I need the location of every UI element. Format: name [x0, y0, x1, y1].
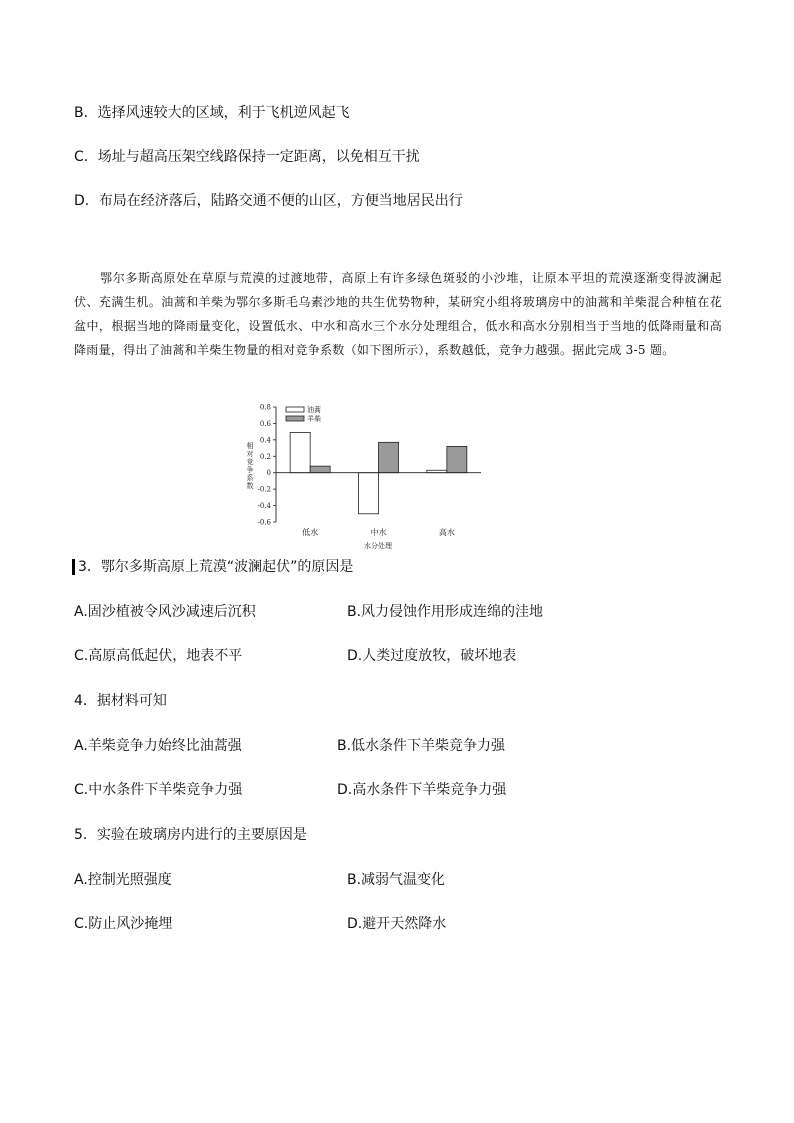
y-tick-label: 0.6 [259, 419, 271, 428]
x-category-label: 高水 [438, 528, 455, 537]
y-axis-label-char: 争 [246, 466, 254, 474]
competition-coefficient-chart [238, 398, 488, 554]
legend [286, 405, 321, 423]
q3-option-a: A.固沙植被令风沙减速后沉积 [74, 604, 256, 620]
q4-option-a: A.羊柴竞争力始终比油蒿强 [74, 738, 242, 754]
bar-yangchai [310, 466, 330, 473]
y-axis-label-char: 竞 [246, 458, 254, 466]
q5-option-a: A.控制光照强度 [74, 872, 172, 888]
y-tick-label: -0.6 [257, 518, 271, 527]
option-b-prev: B．选择风速较大的区域，利于飞机逆风起飞 [74, 105, 350, 121]
q3-stem: 3．鄂尔多斯高原上荒漠“波澜起伏”的原因是 [78, 559, 354, 575]
q4-option-d: D.高水条件下羊柴竞争力强 [337, 782, 507, 798]
bar-youhao [359, 473, 379, 514]
y-axis-label-char: 系 [246, 474, 254, 482]
x-category-label: 低水 [302, 528, 319, 537]
q3-option-d: D.人类过度放牧，破坏地表 [347, 648, 517, 664]
q4-option-b: B.低水条件下羊柴竞争力强 [337, 738, 506, 754]
bar-yangchai [379, 442, 399, 472]
chart-svg [238, 398, 488, 554]
x-category-label: 中水 [370, 528, 387, 537]
y-ticks [258, 404, 277, 527]
q5-option-d: D.避开天然降水 [347, 916, 447, 932]
bar-yangchai [447, 446, 467, 472]
q3-option-b: B.风力侵蚀作用形成连绵的洼地 [347, 604, 544, 620]
y-tick-label: -0.4 [257, 502, 271, 511]
option-c-prev: C．场址与超高压架空线路保持一定距离，以免相互干扰 [74, 149, 420, 165]
q5-option-c: C.防止风沙掩埋 [74, 916, 173, 932]
y-tick-label: 0.4 [259, 436, 271, 445]
y-axis-label-char: 对 [246, 450, 254, 458]
x-categories [302, 527, 455, 537]
q5-stem: 5．实验在玻璃房内进行的主要原因是 [74, 827, 307, 843]
reading-passage: 鄂尔多斯高原处在草原与荒漠的过渡地带，高原上有许多绿色斑驳的小沙堆，让原本平坦的荒漠逐渐变得波澜起伏、充满生机。油蒿和羊柴为鄂尔多斯毛乌素沙地的共生优势物种，某研究小组将玻璃房中的油蒿和羊柴混合种植在花盆中，根据当地的降雨量变化，设置低水、中水和高水三个水分处理组合，低水和高水分别相当于当地的低降雨量和高降雨量，得出了油蒿和羊柴生物量的相对竞争系数（如下图所示），系数越低，竞争力越强。据此完成 3-5 题。 [74, 271, 722, 357]
y-axis-label-char: 相 [246, 442, 254, 450]
q4-option-c: C.中水条件下羊柴竞争力强 [74, 782, 243, 798]
x-axis-label: 水分处理 [364, 542, 392, 550]
legend-swatch-youhao [286, 407, 304, 412]
q5-option-b: B.减弱气温变化 [347, 872, 446, 888]
option-d-prev: D．布局在经济落后，陆路交通不便的山区，方便当地居民出行 [74, 193, 463, 209]
y-tick-label: -0.2 [257, 485, 271, 494]
bar-youhao [290, 432, 310, 472]
legend-swatch-yangchai [286, 416, 304, 421]
y-tick-label: 0.2 [259, 452, 271, 461]
y-axis-label-char: 数 [246, 482, 254, 490]
legend-label-youhao: 油蒿 [307, 406, 321, 414]
legend-label-yangchai: 羊柴 [307, 415, 321, 423]
y-tick-label: 0 [266, 469, 271, 478]
y-tick-label: 0.8 [259, 403, 271, 412]
question-marker [72, 559, 75, 575]
y-axis-label [247, 441, 254, 490]
q3-option-c: C.高原高低起伏，地表不平 [74, 648, 243, 664]
q4-stem: 4．据材料可知 [74, 693, 167, 709]
